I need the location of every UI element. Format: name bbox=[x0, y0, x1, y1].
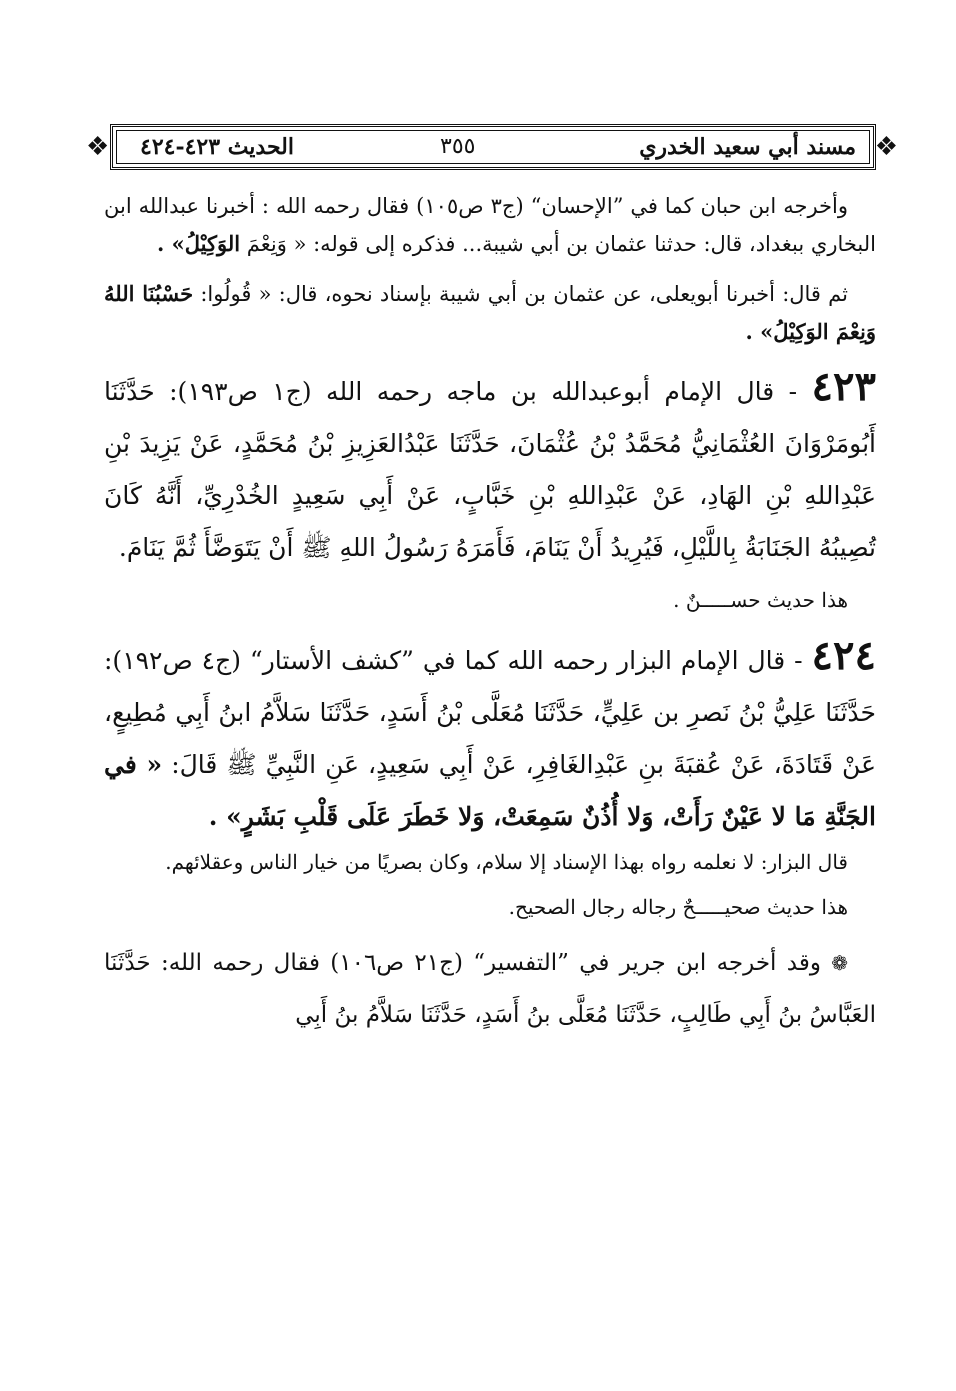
ornament-left-icon: ❖ bbox=[86, 132, 110, 162]
quote-end: حَسْبُنَا اللهُ وَنِعْمَ الوَكِيْلُ» . bbox=[104, 281, 876, 344]
paragraph-text: وقد أخرجه ابن جرير في ”التفسير“ (ج٢١ ص١٠٦) فقال رحمه الله: حَدَّثَنَا العَبَّاسُ بنُ أَبِي طَالِبٍ، حَدَّثَنَا مُعَلَّى بنُ أَسَدٍ، حَدَّثَنَا سَلاَّمُ بنُ أَبِي bbox=[104, 950, 876, 1028]
paragraph-ibn-hibban bbox=[104, 188, 876, 263]
book-title: مسند أبي سعيد الخدري bbox=[639, 134, 856, 160]
hadith-grade: هذا حديث حســـــنٌ . bbox=[673, 588, 848, 612]
hadith-number: ٤٢٣ bbox=[811, 363, 876, 410]
paragraph-text: ثم قال: أخبرنا أبويعلى، عن عثمان بن أبي شيبة بإسناد نحوه، قال: « قُولُوا: bbox=[200, 282, 849, 306]
hadith-text: - قال الإمام البزار رحمه الله كما في ”كشف الأستار“ (ج٤ ص١٩٢): حَدَّثَنَا عَلِيُّ بْنُ نَصرِ بن عَلِيٍّ، حَدَّثَنَا مُعَلَّى بْنُ أَسَدٍ، حَدَّثَنَا سَلاَّمُ ابنُ أَبِي مُطِيعٍ، عَنْ قَتَادَةَ، عَنْ عُقبَةَ بنِ عَبْدِالغَافِرِ، عَنْ أَبِي سَعِيدٍ، عَنِ النَّبِيِّ ﷺ قَالَ: bbox=[104, 646, 876, 779]
hadith-423 bbox=[104, 361, 876, 574]
paragraph-bazzar-note: قال البزار: لا نعلمه رواه بهذا الإسناد إلا سلام، وكان بصريًا من خيار الناس وعقلائهم. bbox=[165, 850, 848, 874]
hadith-range: الحديث ٤٢٣-٤٢٤ bbox=[140, 134, 294, 160]
page-number: ٣٥٥ bbox=[440, 134, 476, 159]
flower-icon: ❁ bbox=[831, 951, 848, 975]
hadith-number: ٤٢٤ bbox=[811, 632, 876, 679]
paragraph-ibn-jarir bbox=[104, 937, 876, 1041]
hadith-matn: « في الجَنَّةِ مَا لا عَيْنٌ رَأَتْ، وَلا أُذُنٌ سَمِعَتْ، وَلا خَطَرَ عَلَى قَلْبِ بَشَرٍ» . bbox=[104, 750, 876, 831]
hadith-text: - قال الإمام أبوعبدالله بن ماجه رحمه الله (ج١ ص١٩٣): حَدَّثَنَا أَبُومَرْوَانَ العُثْمَانِيُّ مُحَمَّدُ بْنُ عُثْمَانَ، حَدَّثَنَا عَبْدُالعَزِيزِ بْنُ مُحَمَّدٍ، عَنْ يَزِيدَ بْنِ عَبْدِاللهِ بْنِ الهَادِ، عَنْ عَبْدِاللهِ بْنِ خَبَّابٍ، عَنْ أَبِي سَعِيدٍ الخُدْرِيِّ، أَنَّهُ كَانَ تُصِيبُهُ الجَنَابَةُ بِاللَّيْلِ، فَيُرِيدُ أَنْ يَنَامَ، فَأَمَرَهُ رَسُولُ اللهِ ﷺ أَنْ يَتَوَضَّأَ ثُمَّ يَنَامَ. bbox=[104, 377, 876, 562]
ornament-right-icon: ❖ bbox=[874, 132, 898, 162]
page-body bbox=[104, 188, 876, 1041]
paragraph-abu-yala bbox=[104, 275, 876, 351]
hadith-grade: هذا حديث صحيـــــحٌ رجاله رجال الصحيح. bbox=[508, 895, 848, 919]
hadith-424 bbox=[104, 630, 876, 843]
paragraph-text: وأخرجه ابن حبان كما في ”الإحسان“ (ج٣ ص١٠٥) فقال رحمه الله : أخبرنا عبدالله ابن البخاري ببغداد، قال: حدثنا عثمان بن أبي شيبة... فذكره إلى قوله: « وَنِعْمَ bbox=[104, 194, 876, 256]
quote-end: الوَكِيْلُ» . bbox=[157, 231, 241, 256]
